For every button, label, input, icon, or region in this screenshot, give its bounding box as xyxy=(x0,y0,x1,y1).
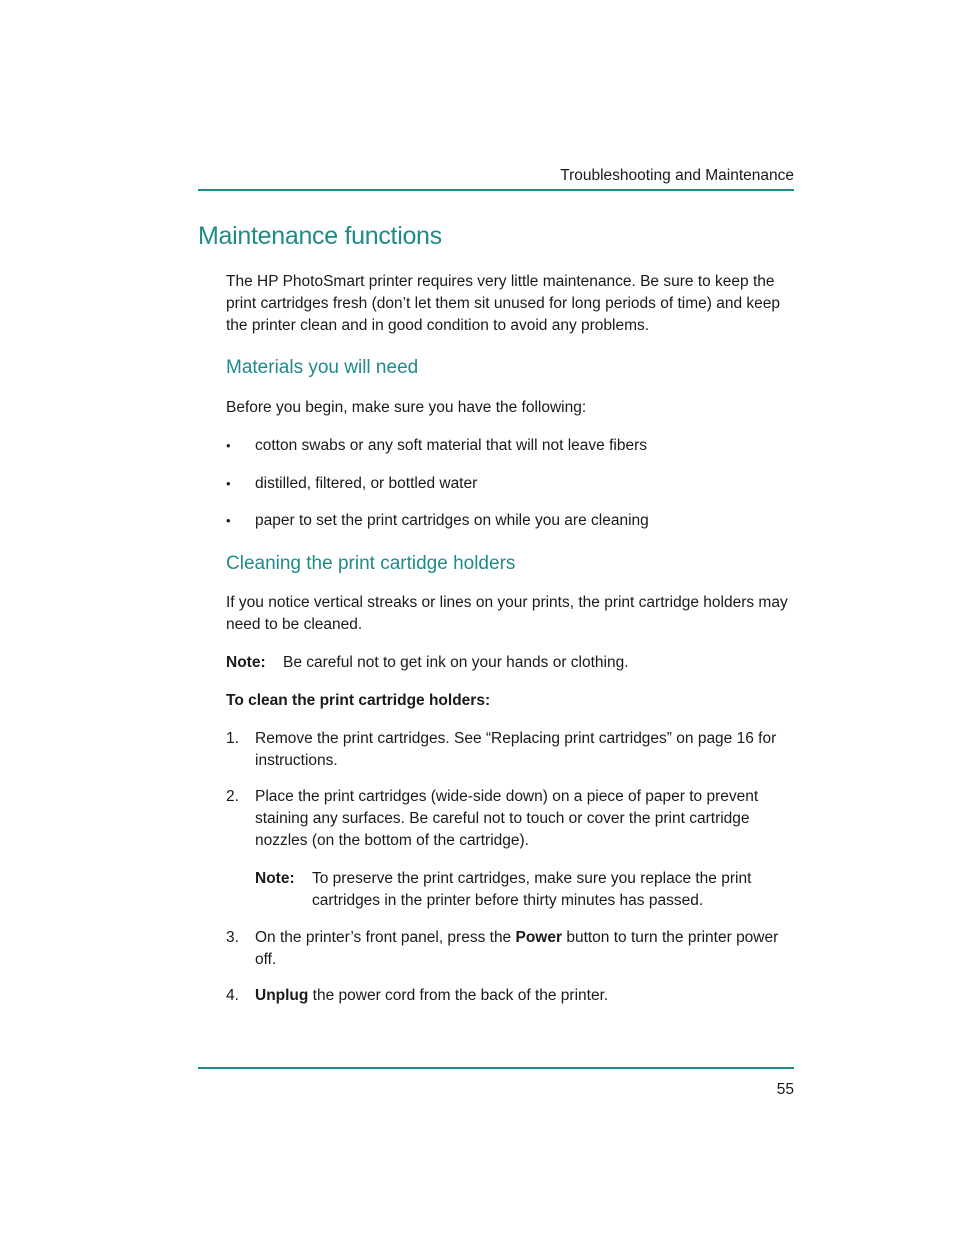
materials-lead: Before you begin, make sure you have the following: xyxy=(226,399,587,416)
note-text: Be careful not to get ink on your hands or clothing. xyxy=(283,654,629,671)
list-item: paper to set the print cartridges on while you are cleaning xyxy=(255,512,649,529)
step-text xyxy=(255,927,795,971)
footer-rule xyxy=(198,1067,794,1069)
step-note-text: To preserve the print cartridges, make sure you replace the print cartridges in the printer before thirty minutes has passed. xyxy=(312,870,752,909)
step-number: 4. xyxy=(226,987,239,1004)
step-text-part: the power cord from the back of the printer. xyxy=(308,987,609,1004)
step-text xyxy=(255,985,795,1007)
step-number: 2. xyxy=(226,788,239,805)
unplug-term: Unplug xyxy=(255,987,309,1004)
page-number: 55 xyxy=(776,1081,794,1098)
list-item: cotton swabs or any soft material that will not leave fibers xyxy=(255,437,647,454)
step-number: 3. xyxy=(226,929,239,946)
materials-heading: Materials you will need xyxy=(226,357,419,378)
running-header: Troubleshooting and Maintenance xyxy=(560,167,794,184)
step-text: Remove the print cartridges. See “Replacing print cartridges” on page 16 for instructions. xyxy=(255,730,777,769)
step-note-label: Note: xyxy=(255,870,295,887)
step-text-part: button to turn the printer power off. xyxy=(255,929,779,968)
step-number: 1. xyxy=(226,730,239,747)
step-text-part: On the printer’s front panel, press the xyxy=(255,929,516,946)
cleaning-heading: Cleaning the print cartidge holders xyxy=(226,553,516,574)
page-title: Maintenance functions xyxy=(198,222,442,250)
step-text: Place the print cartridges (wide-side down) on a piece of paper to prevent staining any surfaces. Be careful not to touch or cover the print cartridge nozzles (on the bottom of the cartridge). xyxy=(255,788,759,849)
bullet-icon: • xyxy=(226,513,231,528)
intro-paragraph: The HP PhotoSmart printer requires very little maintenance. Be sure to keep the print cartridges fresh (don’t let them sit unused for long periods of time) and keep the printer clean and in good condition to avoid any problems. xyxy=(226,273,780,334)
bullet-icon: • xyxy=(226,476,231,491)
bullet-icon: • xyxy=(226,438,231,453)
cleaning-intro: If you notice vertical streaks or lines on your prints, the print cartridge holders may need to be cleaned. xyxy=(226,594,788,633)
header-rule xyxy=(198,189,794,191)
power-term: Power xyxy=(515,929,563,946)
procedure-heading: To clean the print cartridge holders: xyxy=(226,692,491,709)
note-label: Note: xyxy=(226,654,266,671)
list-item: distilled, filtered, or bottled water xyxy=(255,475,478,492)
